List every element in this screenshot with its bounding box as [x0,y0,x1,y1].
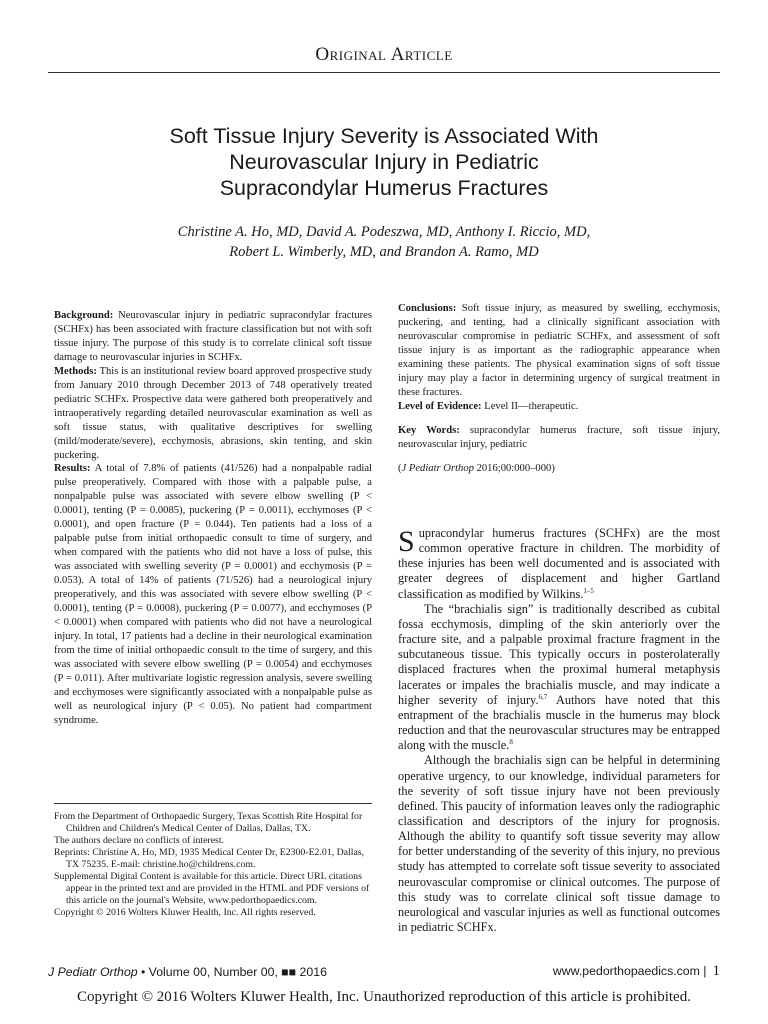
author-list [60,222,708,262]
footnote-affiliation: From the Department of Orthopaedic Surgery, Texas Scottish Rite Hospital for Children and Children's Medical Center of Dallas, Dallas, TX. [54,811,363,834]
abstract-conclusions [398,302,720,400]
conclusions-text: Soft tissue injury, as measured by swelling, ecchymosis, puckering, and tenting, had a clinically significant association with neurovascular compromise in pediatric SCHFx, and assessment of soft tissue injury is as important as the radiographic appearance when examining these patients. The physical examination signs of soft tissue injury may play a factor in determining urgency of surgical treatment in these fractures. [398,303,720,398]
footer-volume: • Volume 00, Number 00, ■■ 2016 [137,965,327,979]
footnotes [54,811,372,919]
footer-website [553,963,720,980]
abstract-keywords [398,424,720,452]
title-line: Neurovascular Injury in Pediatric [229,150,539,174]
copyright-notice: Copyright © 2016 Wolters Kluwer Health, Inc. Unauthorized reproduction of this article is prohibited. [77,989,691,1005]
title-line: Soft Tissue Injury Severity is Associated With [169,124,599,148]
citation-paren: ( [398,462,402,474]
header-rule [48,72,720,73]
results-label: Results: [54,463,91,475]
level-label: Level of Evidence: [398,400,482,412]
paragraph-text: Authors have noted that this entrapment of the brachialis muscle in the humerus may block reduction and that the neurovascular structures may be entrapped along with the muscle. [398,692,720,753]
methods-text: This is an institutional review board approved prospective study from January 2010 through December 2013 of 748 operatively treated pediatric SCHFx. Prospective data were gathered both preoperatively and intraoperatively regarding detailed neurovascular examination as well as soft tissue status, with qualitative descriptives for swelling (mild/moderate/severe), ecchymosis, abrasions, skin tenting, and skin puckering. [54,365,372,461]
citation-ref: 1–5 [583,586,594,595]
abstract-right-column [398,302,720,475]
abstract-background [54,309,372,365]
results-text: A total of 7.8% of patients (41/526) had a nonpalpable radial pulse preoperatively. Compared with those with a palpable pulse, a nonpalpable pulse was associated with severe elbow swelling (P < 0.0001), tenting (P = 0.0085), puckering (P = 0.0011), ecchymoses (P < 0.0001), and open fracture (P = 0.044). Ten patients had a loss of a palpable pulse from initial orthopaedic consult to time of surgery, and when compared with the patients who did not have a loss of pulse, this was associated with swelling severity (P = 0.0001) and ecchymosis (P = 0.053). A total of 14% of patients (71/526) had a neurological injury preoperatively, and this was associated with severe elbow swelling (P < 0.0001), tenting (P = 0.0008), puckering (P = 0.0077), and ecchymoses (P < 0.0001) when compared with patients who did not have a neurological injury. In total, 17 patients had a decline in their neurological examination from the time of initial orthopaedic consult to the time of surgery, and this was associated with severe elbow swelling (P = 0.0054) and ecchymoses (P = 0.011). After multivariate logistic regression analysis, severe swelling and ecchymoses were significantly associated with a nonpalpable pulse as well as neurological injury (P < 0.05). No patient had compartment syndrome. [54,463,372,726]
background-text: Neurovascular injury in pediatric supracondylar fractures (SCHFx) has been associated with fracture classification but not with soft tissue injury. The purpose of this study is to correlate clinical soft tissue damage to neurovascular injuries in SCHFx. [54,310,372,363]
abstract-left-column [54,309,372,728]
author-line: Robert L. Wimberly, MD, and Brandon A. Ramo, MD [229,244,539,260]
paragraph-text: Although the brachialis sign can be helpful in determining operative urgency, to our knowledge, individual parameters for the severity of soft tissue injury have not been previously defined. This paucity of information leaves only the radiographic classification and descriptors of the injury for prognosis. Although the ability to quantify soft tissue severity may allow for better understanding of the severity of this injury, no previous study has attempted to correlate soft tissue severity to associated neurovascular compromise or clinical outcomes. The purpose of this study was to correlate clinical soft tissue damage to neurological and vascular injuries as well as functional outcomes in pediatric SCHFx. [398,753,720,935]
body-paragraph [398,753,720,935]
background-label: Background: [54,310,114,321]
citation-ref: 6,7 [538,692,548,701]
title-line: Supracondylar Humerus Fractures [219,176,549,200]
abstract-results [54,462,372,727]
footer-journal-name: J Pediatr Orthop [48,965,138,979]
level-text: Level II—therapeutic. [484,400,579,412]
citation-ref: 8 [509,738,513,747]
footnote-copyright: Copyright © 2016 Wolters Kluwer Health, Inc. All rights reserved. [54,907,316,918]
abstract-level [398,400,720,414]
body-text [398,526,720,935]
keywords-text: supracondylar humerus fracture, soft tissue injury, neurovascular injury, pediatric [398,424,720,450]
section-label: Original Article [315,44,453,65]
footnote-rule [54,803,372,804]
body-paragraph [398,602,720,754]
abstract-methods [54,365,372,463]
footnote-supplemental: Supplemental Digital Content is available for this article. Direct URL citations appear in the printed text and are provided in the HTML and PDF versions of this article on the journal's Website, www.pedorthopaedics.com. [54,871,370,906]
keywords-label: Key Words: [398,424,460,436]
footnote-conflicts: The authors declare no conflicts of interest. [54,835,225,846]
paragraph-text: upracondylar humerus fractures (SCHFx) are the most common operative fracture in children. The morbidity of these injuries has been well documented and is associated with greater degrees of displacement and higher Gartland classification as modified by Wilkins. [398,526,720,601]
citation-details: 2016;00:000–000) [476,462,555,474]
article-title [60,123,708,201]
page-number: 1 [712,963,720,979]
drop-cap: S [398,525,415,558]
paragraph-text: The “brachialis sign” is traditionally described as cubital fossa ecchymosis, dimpling of the skin anteriorly over the fracture site, and a palpable proximal fracture fragment in the subcutaneous tissue. This typically occurs in posterolaterally displaced fractures when the proximal humeral metaphysis lacerates or impales the brachialis muscle, and may indicate a higher severity of injury. [398,601,720,707]
author-line: Christine A. Ho, MD, David A. Podeszwa, MD, Anthony I. Riccio, MD, [177,224,591,240]
abstract-citation [398,462,720,476]
footnote-reprints: Reprints: Christine A. Ho, MD, 1935 Medical Center Dr, E2300-E2.01, Dallas, TX 75235. E-mail: christine.ho@childrens.com. [54,847,365,870]
conclusions-label: Conclusions: [398,303,457,314]
citation-journal: J Pediatr Orthop [401,462,474,474]
methods-label: Methods: [54,365,97,377]
body-paragraph [398,526,720,602]
footer-journal [48,965,327,979]
footer-url: www.pedorthopaedics.com | [552,964,707,978]
